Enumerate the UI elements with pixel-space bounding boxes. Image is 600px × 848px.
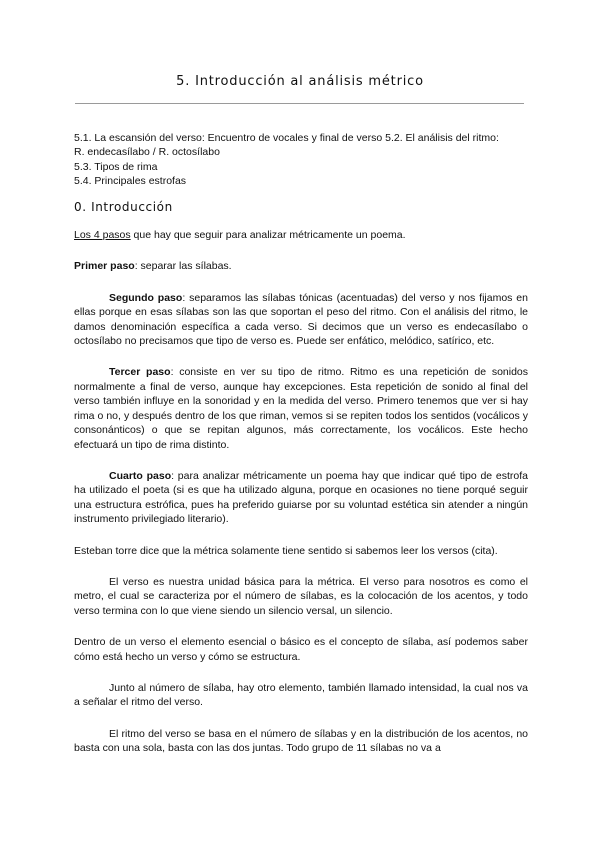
document-body [74, 131, 528, 773]
body-paragraph: Dentro de un verso el elemento esencial o básico es el concepto de sílaba, así podemos saber cómo está hecho un verso y cómo se estructura. [74, 636, 528, 663]
step-3-label: Tercer paso [109, 366, 171, 379]
step-4-label: Cuarto paso [109, 469, 172, 482]
table-of-contents [74, 131, 528, 189]
title-divider [75, 103, 524, 104]
body-paragraph: Junto al número de sílaba, hay otro elemento, también llamado intensidad, la cual nos va a señalar el ritmo del verso. [74, 681, 528, 709]
body-paragraph: El verso es nuestra unidad básica para la métrica. El verso para nosotros es como el metro, el cual se caracteriza por el número de sílabas, es la colocación de los acentos, y todo verso termina con lo que viene siendo un silencio versal, un silencio. [74, 575, 528, 617]
document-title: 5. Introducción al análisis métrico [176, 74, 424, 89]
intro-paragraph [74, 228, 528, 242]
section-heading: 0. Introducción [74, 199, 173, 214]
toc-item: 5.4. Principales estrofas [74, 175, 187, 188]
body-paragraph: El ritmo del verso se basa en el número de sílabas y en la distribución de los acentos, no basta con una sola, basta con las dos juntas. Todo grupo de 11 sílabas no va a [74, 727, 528, 755]
toc-item: 5.3. Tipos de rima [74, 160, 158, 173]
step-4-text: : para analizar métricamente un poema hay que indicar qué tipo de estrofa ha utilizado el poeta (si es que ha utilizado alguna, porque en ocasiones no tiene porqué seguir una estructura estrófica, pues ha preferido guiarse por su voluntad estética sin atender a ningún instrumento privilegiado literario). [74, 469, 528, 526]
step-1-paragraph [74, 259, 528, 273]
step-3-paragraph [74, 365, 528, 451]
steps-link[interactable]: Los 4 pasos [74, 229, 131, 242]
step-2-text: : separamos las sílabas tónicas (acentuadas) del verso y nos fijamos en ellas porque en esas sílabas son las que soportan el peso del ritmo. Con el análisis del ritmo, le damos denominación específica a cada verso. Si decimos que un verso es endecasílabo o octosílabo no precisamos que tipo de verso es. Puede ser enfático, melódico, satírico, etc. [74, 291, 528, 348]
step-3-text: : consiste en ver su tipo de ritmo. Ritmo es una repetición de sonidos normalmente a final de verso, aunque hay excepciones. Esta repetición de sonido al final del verso también influye en la sonoridad y en la medida del verso. Primero tenemos que ver si hay rima o no, y después dentro de los que riman, vemos si se repiten todos los sentidos (vocálicos y consonánticos) o que se repitan algunos, más correctamente, los vocálicos. Este hecho efectuará un tipo de rima distinto. [74, 366, 529, 451]
step-1-label: Primer paso [74, 260, 135, 273]
step-2-label: Segundo paso [109, 291, 183, 304]
toc-line-2: R. endecasílabo / R. octosílabo [74, 146, 220, 159]
step-4-paragraph [74, 469, 528, 527]
step-1-text: : separar las sílabas. [134, 260, 232, 273]
toc-line-1: 5.1. La escansión del verso: Encuentro de vocales y final de verso 5.2. El análisis del ritmo: [74, 132, 499, 144]
body-paragraph: Esteban torre dice que la métrica solamente tiene sentido si sabemos leer los versos (cita). [74, 544, 498, 557]
intro-text: que hay que seguir para analizar métricamente un poema. [130, 229, 406, 242]
step-2-paragraph [74, 291, 528, 349]
